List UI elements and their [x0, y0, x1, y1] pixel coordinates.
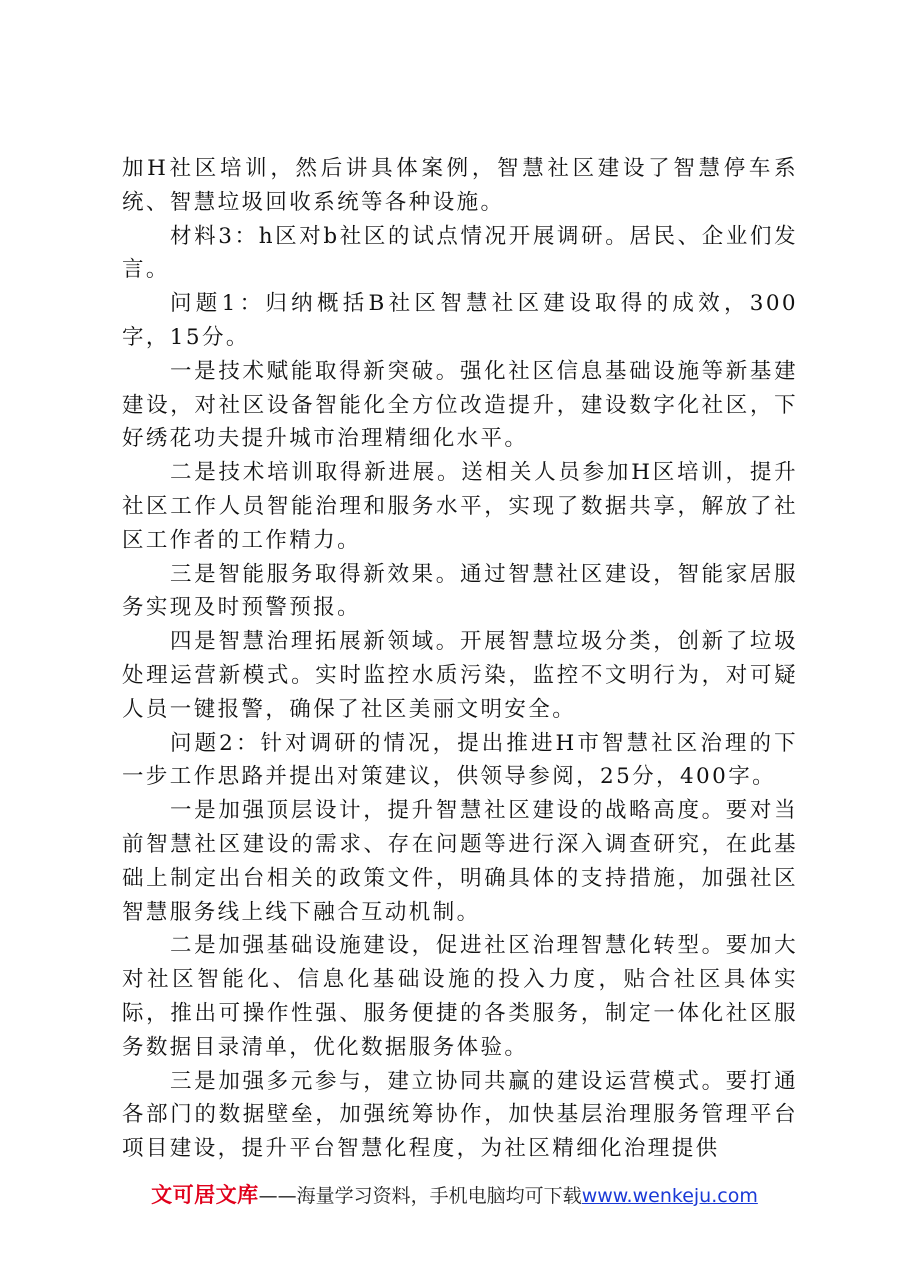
- footer-slogan: 海量学习资料，手机电脑均可下载: [296, 1185, 582, 1207]
- document-body: [122, 152, 798, 1166]
- footer-dash: ——: [258, 1185, 297, 1207]
- paragraph-answer-1-point-2: 二是技术培训取得新进展。送相关人员参加H区培训，提升社区工作人员智能治理和服务水平，实现了数据共享，解放了社区工作者的工作精力。: [122, 460, 798, 553]
- paragraph-question-2: 问题2：针对调研的情况，提出推进H市智慧社区治理的下一步工作思路并提出对策建议，供领导参阅，25分，400字。: [122, 730, 798, 790]
- paragraph-answer-2-point-2: 二是加强基础设施建设，促进社区治理智慧化转型。要加大对社区智能化、信息化基础设施的投入力度，贴合社区具体实际，推出可操作性强、服务便捷的各类服务，制定一体化社区服务数据目录清单，优化数据服务体验。: [122, 933, 798, 1060]
- paragraph-question-1: 问题1：归纳概括B社区智慧社区建设取得的成效，300字，15分。: [122, 291, 798, 350]
- paragraph-material-3: 材料3：h区对b社区的试点情况开展调研。居民、企业们发言。: [122, 223, 798, 283]
- page-footer: [0, 1181, 909, 1210]
- footer-website-link[interactable]: www.wenkeju.com: [581, 1185, 758, 1207]
- paragraph-answer-2-point-1: 一是加强顶层设计，提升智慧社区建设的战略高度。要对当前智慧社区建设的需求、存在问题等进行深入调查研究，在此基础上制定出台相关的政策文件，明确具体的支持措施，加强社区智慧服务线上线下融合互动机制。: [122, 798, 798, 925]
- paragraph-answer-1-point-1: 一是技术赋能取得新突破。强化社区信息基础设施等新基建建设，对社区设备智能化全方位改造提升，建设数字化社区，下好绣花功夫提升城市治理精细化水平。: [122, 358, 798, 452]
- paragraph-continuation: 加H社区培训，然后讲具体案例，智慧社区建设了智慧停车系统、智慧垃圾回收系统等各种设施。: [122, 156, 798, 215]
- footer-brand: 文可居文库: [151, 1183, 259, 1207]
- paragraph-answer-1-point-3: 三是智能服务取得新效果。通过智慧社区建设，智能家居服务实现及时预警预报。: [122, 561, 798, 621]
- paragraph-answer-2-point-3: 三是加强多元参与，建立协同共赢的建设运营模式。要打通各部门的数据壁垒，加强统筹协作，加快基层治理服务管理平台项目建设，提升平台智慧化程度，为社区精细化治理提供: [122, 1068, 798, 1162]
- paragraph-answer-1-point-4: 四是智慧治理拓展新领域。开展智慧垃圾分类，创新了垃圾处理运营新模式。实时监控水质污染，监控不文明行为，对可疑人员一键报警，确保了社区美丽文明安全。: [122, 629, 798, 722]
